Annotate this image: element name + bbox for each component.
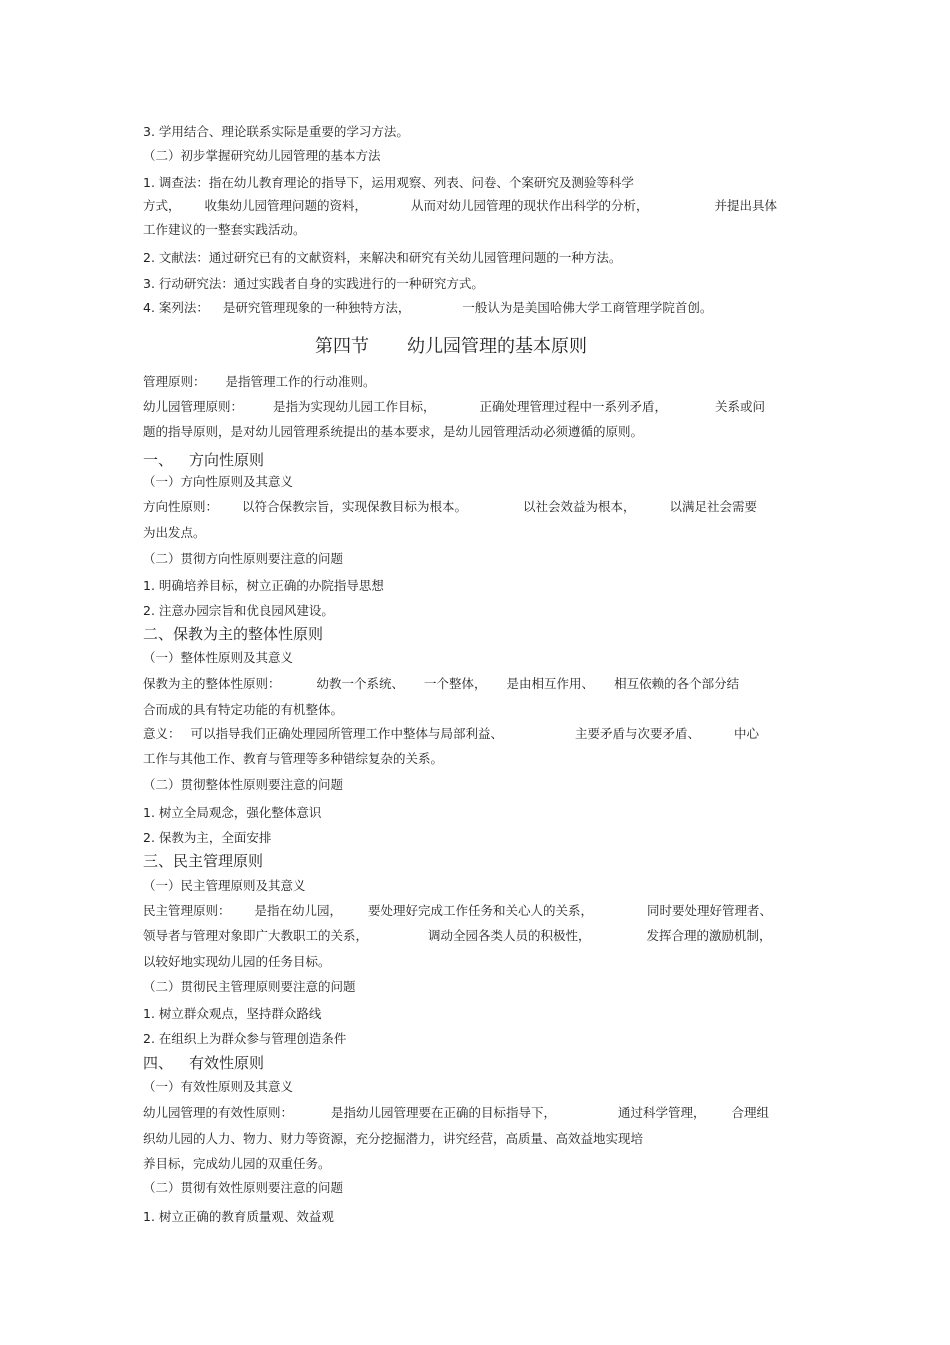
subheading: （一）整体性原则及其意义 [143,650,294,665]
text-line: 幼儿园管理原则： 是指为实现幼儿园工作目标， 正确处理管理过程中一系列矛盾， 关系或问 [143,399,766,414]
text-line: 合而成的具有特定功能的有机整体。 [143,702,344,717]
subheading: （二）贯彻整体性原则要注意的问题 [143,777,344,792]
text-line: 领导者与管理对象即广大教职工的关系， 调动全园各类人员的积极性， 发挥合理的激励机制， [143,928,772,943]
subheading: （二）初步掌握研究幼儿园管理的基本方法 [143,148,381,163]
text-line: 3. 学用结合、理论联系实际是重要的学习方法。 [143,124,409,139]
text-line: 1. 树立全局观念，强化整体意识 [143,805,322,820]
text-line: 2. 注意办园宗旨和优良园风建设。 [143,603,334,618]
subheading: （一）方向性原则及其意义 [143,474,294,489]
text-line: 4. 案列法： 是研究管理现象的一种独特方法， 一般认为是美国哈佛大学工商管理学院首创。 [143,300,713,315]
text-line: 工作与其他工作、教育与管理等多种错综复杂的关系。 [143,751,444,766]
text-line: 1. 明确培养目标，树立正确的办院指导思想 [143,578,384,593]
subheading: （二）贯彻方向性原则要注意的问题 [143,551,344,566]
text-line: 保教为主的整体性原则： 幼教一个系统、 一个整体， 是由相互作用、 相互依赖的各个部分结 [143,676,740,691]
text-line: 管理原则： 是指管理工作的行动准则。 [143,374,376,389]
text-line: 意义： 可以指导我们正确处理园所管理工作中整体与局部利益、 主要矛盾与次要矛盾、 中心 [143,726,760,741]
text-line: 养目标，完成幼儿园的双重任务。 [143,1156,331,1171]
subheading: （一）民主管理原则及其意义 [143,878,306,893]
section-title: 第四节 幼儿园管理的基本原则 [315,336,587,357]
text-line: 为出发点。 [143,525,206,540]
text-line: 幼儿园管理的有效性原则： 是指幼儿园管理要在正确的目标指导下， 通过科学管理， 合理组 [143,1105,770,1120]
heading-direction: 一、 方向性原则 [143,451,265,469]
text-line: 1. 树立正确的教育质量观、效益观 [143,1209,334,1224]
subheading: （二）贯彻有效性原则要注意的问题 [143,1180,344,1195]
heading-democratic: 三、民主管理原则 [143,852,264,870]
text-line: 2. 保教为主，全面安排 [143,830,272,845]
heading-integrity: 二、保教为主的整体性原则 [143,625,324,643]
subheading: （一）有效性原则及其意义 [143,1079,294,1094]
text-line: 题的指导原则，是对幼儿园管理系统提出的基本要求，是幼儿园管理活动必须遵循的原则。 [143,424,644,439]
text-line: 以较好地实现幼儿园的任务目标。 [143,954,331,969]
subheading: （二）贯彻民主管理原则要注意的问题 [143,979,356,994]
text-line: 方式， 收集幼儿园管理问题的资料， 从而对幼儿园管理的现状作出科学的分析， 并提出具体 [143,198,778,213]
text-line: 2. 在组织上为群众参与管理创造条件 [143,1031,347,1046]
text-line: 3. 行动研究法：通过实践者自身的实践进行的一种研究方式。 [143,276,484,291]
heading-effectiveness: 四、 有效性原则 [143,1054,265,1072]
text-line: 工作建议的一整套实践活动。 [143,222,306,237]
text-line: 1. 树立群众观点，坚持群众路线 [143,1006,322,1021]
text-line: 方向性原则： 以符合保教宗旨，实现保教目标为根本。 以社会效益为根本， 以满足社会需要 [143,499,758,514]
text-line: 民主管理原则： 是指在幼儿园， 要处理好完成工作任务和关心人的关系， 同时要处理好管理者、 [143,903,773,918]
text-line: 1. 调查法：指在幼儿教育理论的指导下，运用观察、列表、问卷、个案研究及测验等科学 [143,175,634,190]
text-line: 织幼儿园的人力、物力、财力等资源，充分挖掘潜力，讲究经营，高质量、高效益地实现培 [143,1131,644,1146]
text-line: 2. 文献法：通过研究已有的文献资料，来解决和研究有关幼儿园管理问题的一种方法。 [143,250,622,265]
